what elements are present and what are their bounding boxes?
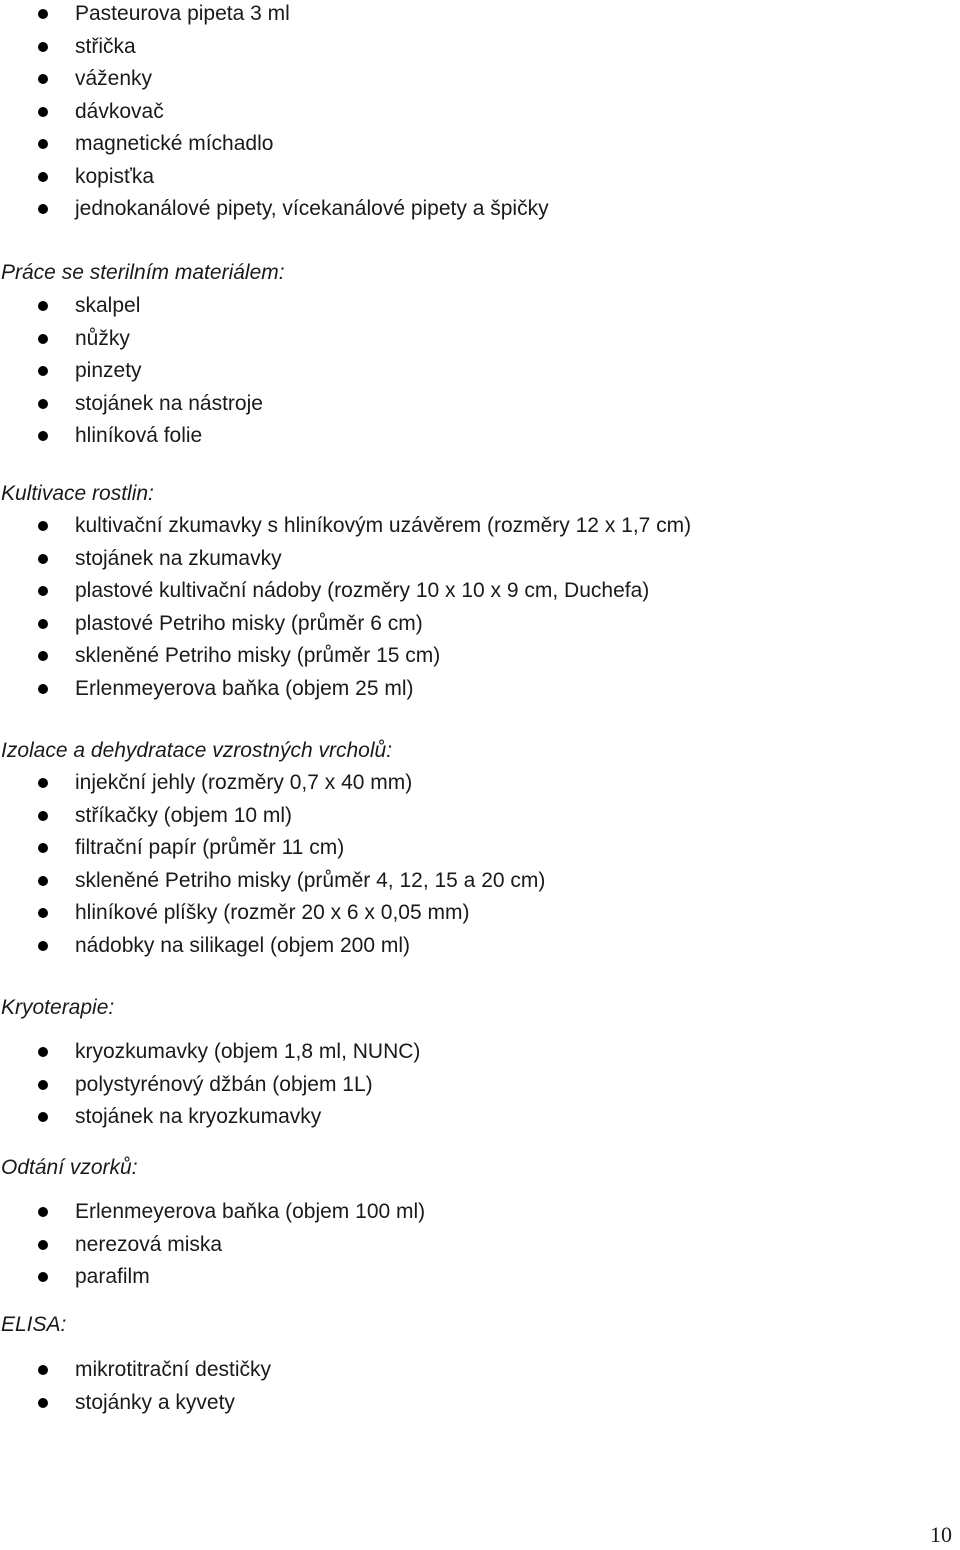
list-item [0, 512, 960, 545]
section-heading: Práce se sterilním materiálem: [1, 261, 285, 284]
section-elisa [0, 1311, 960, 1421]
bullet-icon [38, 1112, 48, 1122]
list-item-text: nerezová miska [75, 1232, 223, 1256]
list-item-text: stojánek na zkumavky [75, 546, 282, 570]
list-item [0, 33, 960, 66]
list-item [0, 932, 960, 965]
bullet-icon [38, 74, 48, 84]
bullet-icon [38, 1240, 48, 1250]
bullet-icon [38, 399, 48, 409]
list-item-text: stojánky a kyvety [75, 1390, 235, 1414]
list-item [0, 675, 960, 708]
list-item [0, 0, 960, 33]
bullet-icon [38, 107, 48, 117]
list-item-text: polystyrénový džbán (objem 1L) [75, 1072, 373, 1096]
list-item-text: parafilm [75, 1265, 150, 1288]
bullet-icon [38, 908, 48, 918]
list-item-text: plastové kultivační nádoby (rozměry 10 x 10 x 9 cm, Duchefa) [75, 579, 650, 602]
bullet-icon [38, 619, 48, 629]
list-item-text: plastové Petriho misky (průměr 6 cm) [75, 611, 423, 635]
intro-list [0, 0, 960, 228]
list-item-text: Erlenmeyerova baňka (objem 25 ml) [75, 676, 414, 700]
list-item [0, 1263, 960, 1296]
list-item [0, 834, 960, 867]
section-list [0, 292, 960, 455]
list-item [0, 163, 960, 196]
list-item-text: pinzety [75, 359, 142, 382]
list-item [0, 1103, 960, 1136]
section-list [0, 512, 960, 707]
section-sterile-material [0, 259, 960, 455]
list-item [0, 867, 960, 900]
section-heading: Izolace a dehydratace vzrostných vrcholů: [1, 739, 393, 762]
bullet-icon [38, 1365, 48, 1375]
bullet-icon [38, 651, 48, 661]
list-item [0, 292, 960, 325]
list-item-text: nůžky [75, 326, 130, 350]
bullet-icon [38, 42, 48, 52]
section-sample-thawing [0, 1154, 960, 1296]
bullet-icon [38, 139, 48, 149]
list-item-text: kopisťka [75, 164, 155, 188]
list-item-text: Erlenmeyerova baňka (objem 100 ml) [75, 1200, 426, 1223]
bullet-icon [38, 521, 48, 531]
intro-list-section [0, 0, 960, 228]
list-item [0, 577, 960, 610]
section-heading: Kryoterapie: [1, 996, 115, 1019]
bullet-icon [38, 334, 48, 344]
bullet-icon [38, 1272, 48, 1282]
section-isolation-dehydration [0, 737, 960, 964]
list-item-text: jednokanálové pipety, vícekanálové pipety a špičky [75, 197, 549, 220]
list-item [0, 1231, 960, 1264]
list-item-text: střička [75, 34, 136, 58]
list-item-text: stříkačky (objem 10 ml) [75, 803, 293, 827]
bullet-icon [38, 431, 48, 441]
list-item [0, 130, 960, 163]
list-item [0, 325, 960, 358]
bullet-icon [38, 172, 48, 182]
section-list [0, 1038, 960, 1136]
list-item [0, 65, 960, 98]
list-item-text: skleněné Petriho misky (průměr 4, 12, 15 a 20 cm) [75, 868, 546, 892]
list-item [0, 1356, 960, 1389]
section-cryotherapy [0, 994, 960, 1136]
list-item [0, 642, 960, 675]
bullet-icon [38, 941, 48, 951]
bullet-icon [38, 876, 48, 886]
section-heading: Kultivace rostlin: [1, 482, 154, 505]
list-item [0, 545, 960, 578]
bullet-icon [38, 586, 48, 596]
bullet-icon [38, 778, 48, 788]
list-item-text: dávkovač [75, 99, 164, 123]
list-item-text: hliníkové plíšky (rozměr 20 x 6 x 0,05 mm) [75, 901, 470, 924]
section-list [0, 1198, 960, 1296]
section-list [0, 1356, 960, 1421]
bullet-icon [38, 1398, 48, 1408]
bullet-icon [38, 9, 48, 19]
list-item-text: filtrační papír (průměr 11 cm) [75, 836, 345, 859]
bullet-icon [38, 204, 48, 214]
page-number: 10 [930, 1522, 952, 1547]
section-heading: ELISA: [1, 1313, 67, 1336]
list-item [0, 357, 960, 390]
list-item-text: magnetické míchadlo [75, 132, 274, 155]
list-item [0, 1071, 960, 1104]
bullet-icon [38, 843, 48, 853]
bullet-icon [38, 1047, 48, 1057]
list-item [0, 422, 960, 455]
bullet-icon [38, 684, 48, 694]
list-item-text: váženky [75, 67, 153, 90]
list-item [0, 802, 960, 835]
list-item [0, 610, 960, 643]
bullet-icon [38, 554, 48, 564]
list-item-text: stojánek na kryozkumavky [75, 1105, 322, 1128]
bullet-icon [38, 1207, 48, 1217]
list-item [0, 195, 960, 228]
list-item-text: injekční jehly (rozměry 0,7 x 40 mm) [75, 771, 413, 794]
list-item-text: stojánek na nástroje [75, 391, 263, 415]
list-item-text: Pasteurova pipeta 3 ml [75, 2, 290, 25]
list-item-text: nádobky na silikagel (objem 200 ml) [75, 933, 411, 957]
section-heading: Odtání vzorků: [1, 1156, 138, 1179]
bullet-icon [38, 1080, 48, 1090]
list-item-text: skalpel [75, 294, 141, 317]
list-item-text: kultivační zkumavky s hliníkovým uzávěrem (rozměry 12 x 1,7 cm) [75, 514, 692, 537]
list-item [0, 899, 960, 932]
list-item-text: kryozkumavky (objem 1,8 ml, NUNC) [75, 1040, 421, 1063]
section-list [0, 769, 960, 964]
list-item [0, 390, 960, 423]
list-item [0, 98, 960, 131]
list-item [0, 1038, 960, 1071]
list-item-text: hliníková folie [75, 424, 203, 447]
list-item [0, 1198, 960, 1231]
list-item-text: mikrotitrační destičky [75, 1358, 272, 1381]
bullet-icon [38, 811, 48, 821]
bullet-icon [38, 301, 48, 311]
bullet-icon [38, 366, 48, 376]
list-item [0, 1389, 960, 1422]
list-item-text: skleněné Petriho misky (průměr 15 cm) [75, 644, 441, 667]
list-item [0, 769, 960, 802]
section-plant-cultivation [0, 480, 960, 707]
